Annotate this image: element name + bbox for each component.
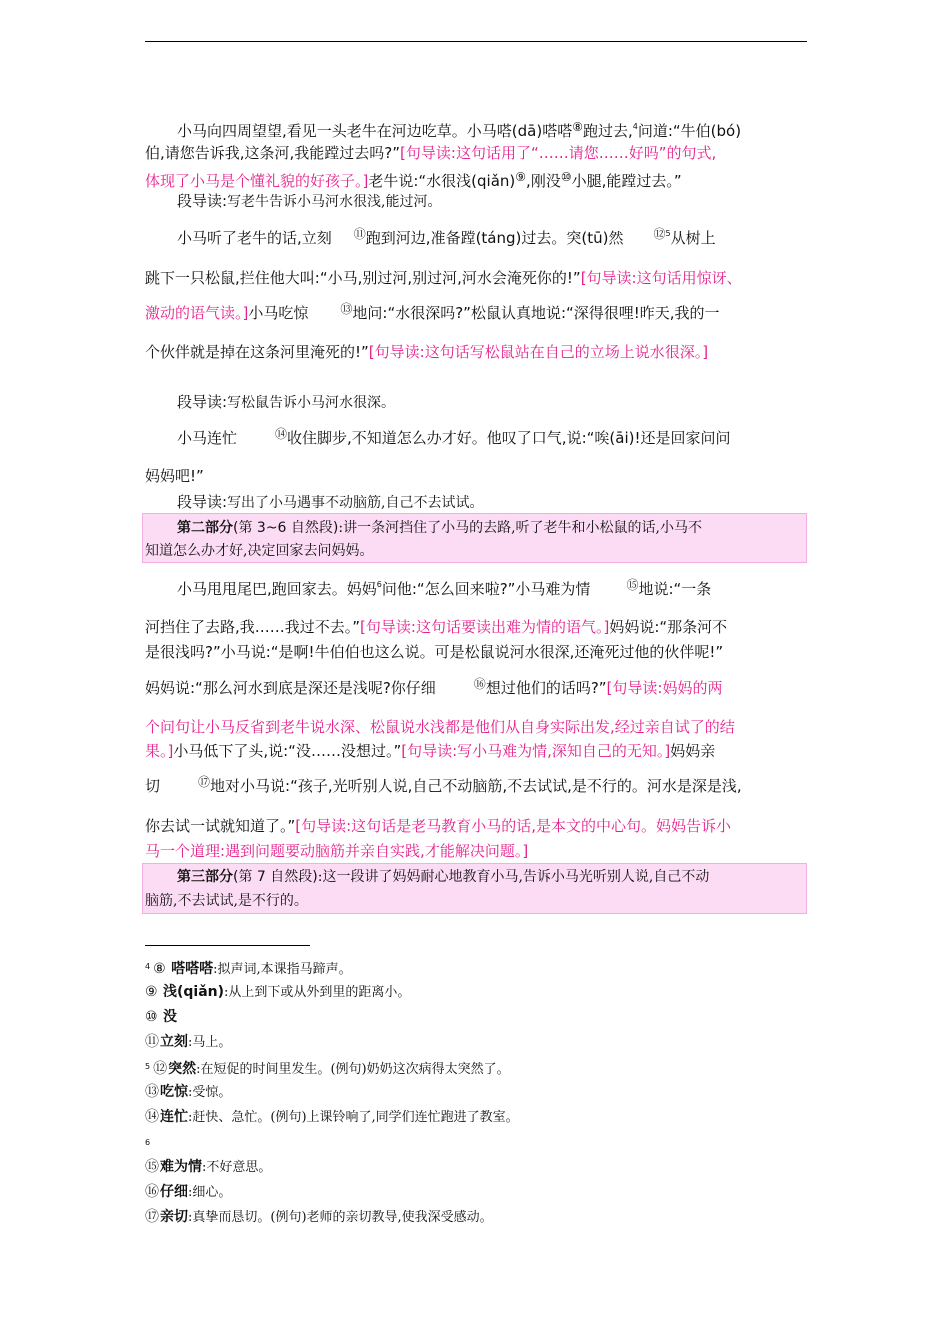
sentence-guide: [句导读:这句话写松鼠站在自己的立场上说水很深。] <box>368 343 709 361</box>
footnote-1: $^4$ ⑧ 嗒嗒嗒:拟声词,本课指马蹄声。 <box>145 961 352 977</box>
footnote-rule <box>145 945 310 946</box>
paragraph-2-line-3: 激动的语气读。]小马吃惊 ⑬地问:“水很深吗?”松鼠认真地说:“深得很哩!昨天,我的一 <box>145 302 720 322</box>
footnote-4: ⑪立刻:马上。 <box>145 1034 232 1050</box>
paragraph-guide-1: 段导读:写老牛告诉小马河水很浅,能过河。 <box>177 192 442 210</box>
footnote-2: ⑨ 浅(qiǎn):从上到下或从外到里的距离小。 <box>145 984 411 1000</box>
footnote-5: $^5$ ⑫突然:在短促的时间里发生。(例句)奶奶这次病得太突然了。 <box>145 1061 510 1077</box>
paragraph-1-line-1: 小马向四周望望,看见一头老牛在河边吃草。小马嗒(dā)嗒嗒⑧跑过去,$^4$问道:“牛伯(bó) <box>177 120 742 140</box>
paragraph-3-line-1: 小马连忙 ⑭收住脚步,不知道怎么办才好。他叹了口气,说:“唉(āi)!还是回家问问 <box>177 427 731 447</box>
sentence-guide: 激动的语气读。] <box>145 304 249 322</box>
footnote-6: ⑬吃惊:受惊。 <box>145 1084 232 1100</box>
paragraph-4-line-5 <box>145 716 807 738</box>
footnote-11: ⑰亲切:真挚而恳切。(例句)老师的亲切教导,使我深受感动。 <box>145 1209 493 1225</box>
sentence-guide: 马一个道理:遇到问题要动脑筋并亲自实践,才能解决问题。] <box>145 842 529 860</box>
paragraph-4-line-7: 切 ⑰地对小马说:“孩子,光听别人说,自己不动脑筋,不去试试,是不行的。河水是深是浅, <box>145 775 742 795</box>
sentence-guide: 个问句让小马反省到老牛说水深、松鼠说水浅都是他们从自身实际出发,经过亲自试了的结 <box>145 718 735 736</box>
footnote-9: ⑮难为情:不好意思。 <box>145 1159 272 1175</box>
paragraph-1-line-2: 伯,请您告诉我,这条河,我能蹚过去吗?”[句导读:这句话用了“……请您……好吗”的句式, <box>145 144 717 162</box>
sentence-guide: [句导读:这句话是老马教育小马的话,是本文的中心句。妈妈告诉小 <box>295 817 731 835</box>
part-two-summary-box: 第二部分(第 3~6 自然段):讲一条河挡住了小马的去路,听了老牛和小松鼠的话,小马不 知道怎么办才好,决定回家去问妈妈。 <box>142 513 807 563</box>
sentence-guide: [句导读:写小马难为情,深知自己的无知。] <box>401 742 671 760</box>
part-title: 第二部分 <box>177 520 233 536</box>
paragraph-2-line-2: 跳下一只松鼠,拦住他大叫:“小马,别过河,别过河,河水会淹死你的!”[句导读:这句话用惊讶、 <box>145 269 742 287</box>
sentence-guide: 体现了小马是个懂礼貌的好孩子。] <box>145 172 369 190</box>
footnote-7: ⑭连忙:赶快、急忙。(例句)上课铃响了,同学们连忙跑进了教室。 <box>145 1109 519 1125</box>
sentence-guide: [句导读:妈妈的两 <box>606 679 723 697</box>
paragraph-4-line-6: 果。]小马低下了头,说:“没……没想过。”[句导读:写小马难为情,深知自己的无知。]妈妈亲 <box>145 742 716 760</box>
header-rule <box>145 41 807 42</box>
part-three-summary-box: 第三部分(第 7 自然段):这一段讲了妈妈耐心地教育小马,告诉小马光听别人说,自己不动 脑筋,不去试试,是不行的。 <box>142 863 807 914</box>
paragraph-guide-3: 段导读:写出了小马遇事不动脑筋,自己不去试试。 <box>177 493 484 511</box>
part-title: 第三部分 <box>177 869 233 885</box>
footnote-10: ⑯仔细:细心。 <box>145 1184 232 1200</box>
paragraph-guide-2: 段导读:写松鼠告诉小马河水很深。 <box>177 393 396 411</box>
sentence-guide: 果。] <box>145 742 174 760</box>
paragraph-3-line-2: 妈妈吧!” <box>145 467 204 485</box>
paragraph-2-line-1: 小马听了老牛的话,立刻 ⑪跑到河边,准备蹚(táng)过去。突(tū)然 $^{⑫5}$从树上 <box>177 227 716 247</box>
paragraph-1-line-3: 体现了小马是个懂礼貌的好孩子。]老牛说:“水很浅(qiǎn)⑨,刚没⑩小腿,能蹚过去。” <box>145 170 682 190</box>
footnote-3: ⑩ 没 <box>145 1009 178 1025</box>
paragraph-4-line-2: 河挡住了去路,我……我过不去。”[句导读:这句话要读出难为情的语气。]妈妈说:“那条河不 <box>145 618 728 636</box>
paragraph-4-line-8: 你去试一试就知道了。”[句导读:这句话是老马教育小马的话,是本文的中心句。妈妈告诉小 <box>145 817 731 835</box>
footnote-8: 6 <box>145 1138 151 1147</box>
sentence-guide: [句导读:这句话用惊讶、 <box>580 269 742 287</box>
paragraph-4-line-9 <box>145 840 807 862</box>
paragraph-4-line-3: 是很浅吗?”小马说:“是啊!牛伯伯也这么说。可是松鼠说河水很深,还淹死过他的伙伴呢!” <box>145 643 724 661</box>
sentence-guide: [句导读:这句话要读出难为情的语气。] <box>360 618 610 636</box>
sentence-guide: [句导读:这句话用了“……请您……好吗”的句式, <box>400 144 717 162</box>
paragraph-4-line-1: 小马甩甩尾巴,跑回家去。妈妈$^6$问他:“怎么回来啦?”小马难为情 ⑮地说:“一条 <box>177 578 712 598</box>
paragraph-4-line-4: 妈妈说:“那么河水到底是深还是浅呢?你仔细 ⑯想过他们的话吗?”[句导读:妈妈的两 <box>145 677 723 697</box>
paragraph-2-line-4: 个伙伴就是掉在这条河里淹死的!”[句导读:这句话写松鼠站在自己的立场上说水很深。] <box>145 343 709 361</box>
